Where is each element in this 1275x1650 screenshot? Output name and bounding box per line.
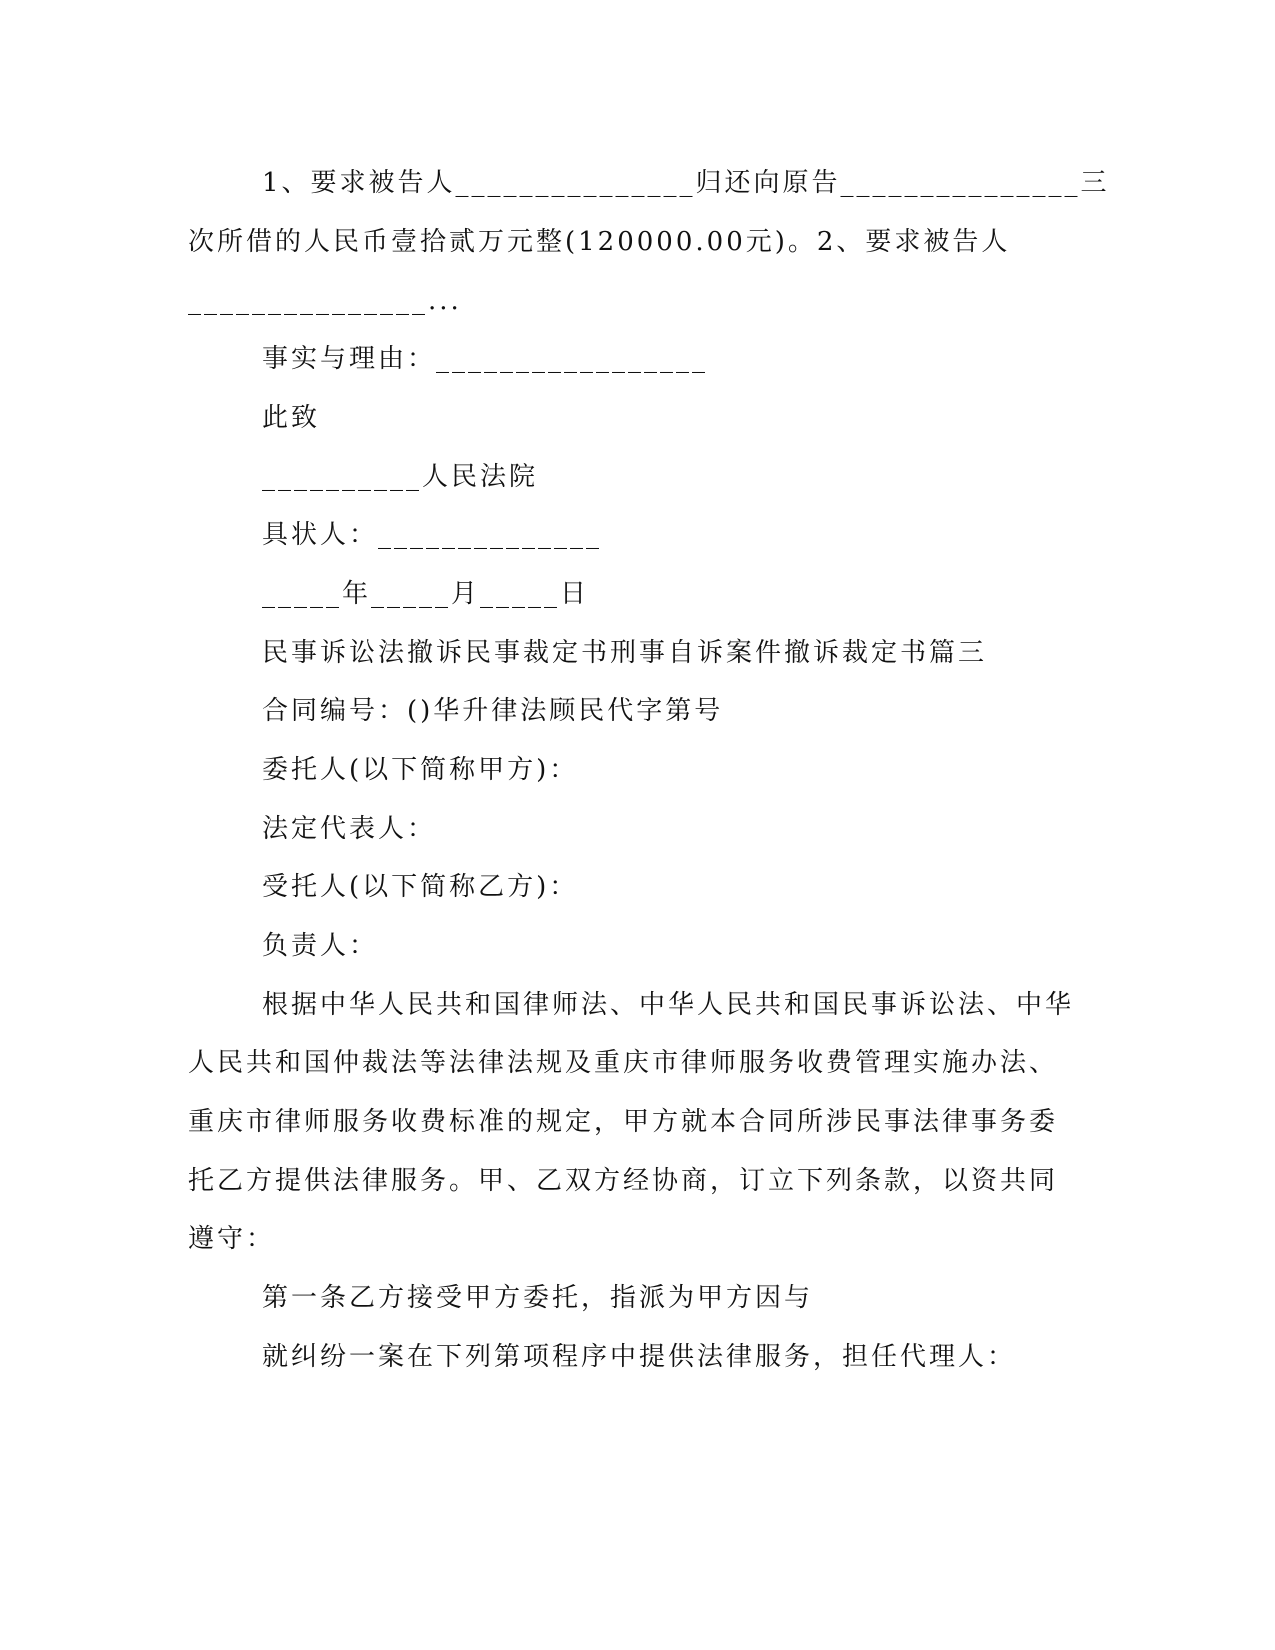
claim-line-3: _______________... (188, 286, 462, 316)
preamble-line-1: 根据中华人民共和国律师法、中华人民共和国民事诉讼法、中华 (262, 990, 1075, 1020)
preamble-line-2: 人民共和国仲裁法等法律法规及重庆市律师服务收费管理实施办法、 (188, 1048, 1059, 1078)
article-one-line-1: 第一条乙方接受甲方委托，指派为甲方因与 (262, 1283, 814, 1313)
principal-line: 委托人(以下简称甲方)： (262, 755, 579, 785)
section-heading: 民事诉讼法撤诉民事裁定书刑事自诉案件撤诉裁定书篇三 (262, 638, 988, 668)
preamble-line-4: 托乙方提供法律服务。甲、乙双方经协商，订立下列条款，以资共同 (188, 1166, 1059, 1196)
plaintiff-signature-line: 具状人：______________ (262, 520, 603, 550)
preamble-line-5: 遵守： (188, 1224, 276, 1254)
date-line: _____年_____月_____日 (262, 579, 590, 609)
legal-representative-line: 法定代表人： (262, 814, 437, 844)
salutation-line: 此致 (262, 403, 321, 433)
contract-number-line: 合同编号：()华升律法顾民代字第号 (262, 696, 724, 726)
agent-line: 受托人(以下简称乙方)： (262, 872, 579, 902)
article-one-line-2: 就纠纷一案在下列第项程序中提供法律服务，担任代理人： (262, 1342, 1017, 1372)
claim-line-2: 次所借的人民币壹拾贰万元整(120000.00元)。2、要求被告人 (188, 227, 1011, 257)
person-in-charge-line: 负责人： (262, 931, 379, 961)
preamble-line-3: 重庆市律师服务收费标准的规定，甲方就本合同所涉民事法律事务委 (188, 1107, 1059, 1137)
facts-reasons-line: 事实与理由：_________________ (262, 344, 709, 374)
court-line: __________人民法院 (262, 462, 539, 492)
claim-line-1: 1、要求被告人_______________归还向原告_______________三 (262, 168, 1110, 198)
